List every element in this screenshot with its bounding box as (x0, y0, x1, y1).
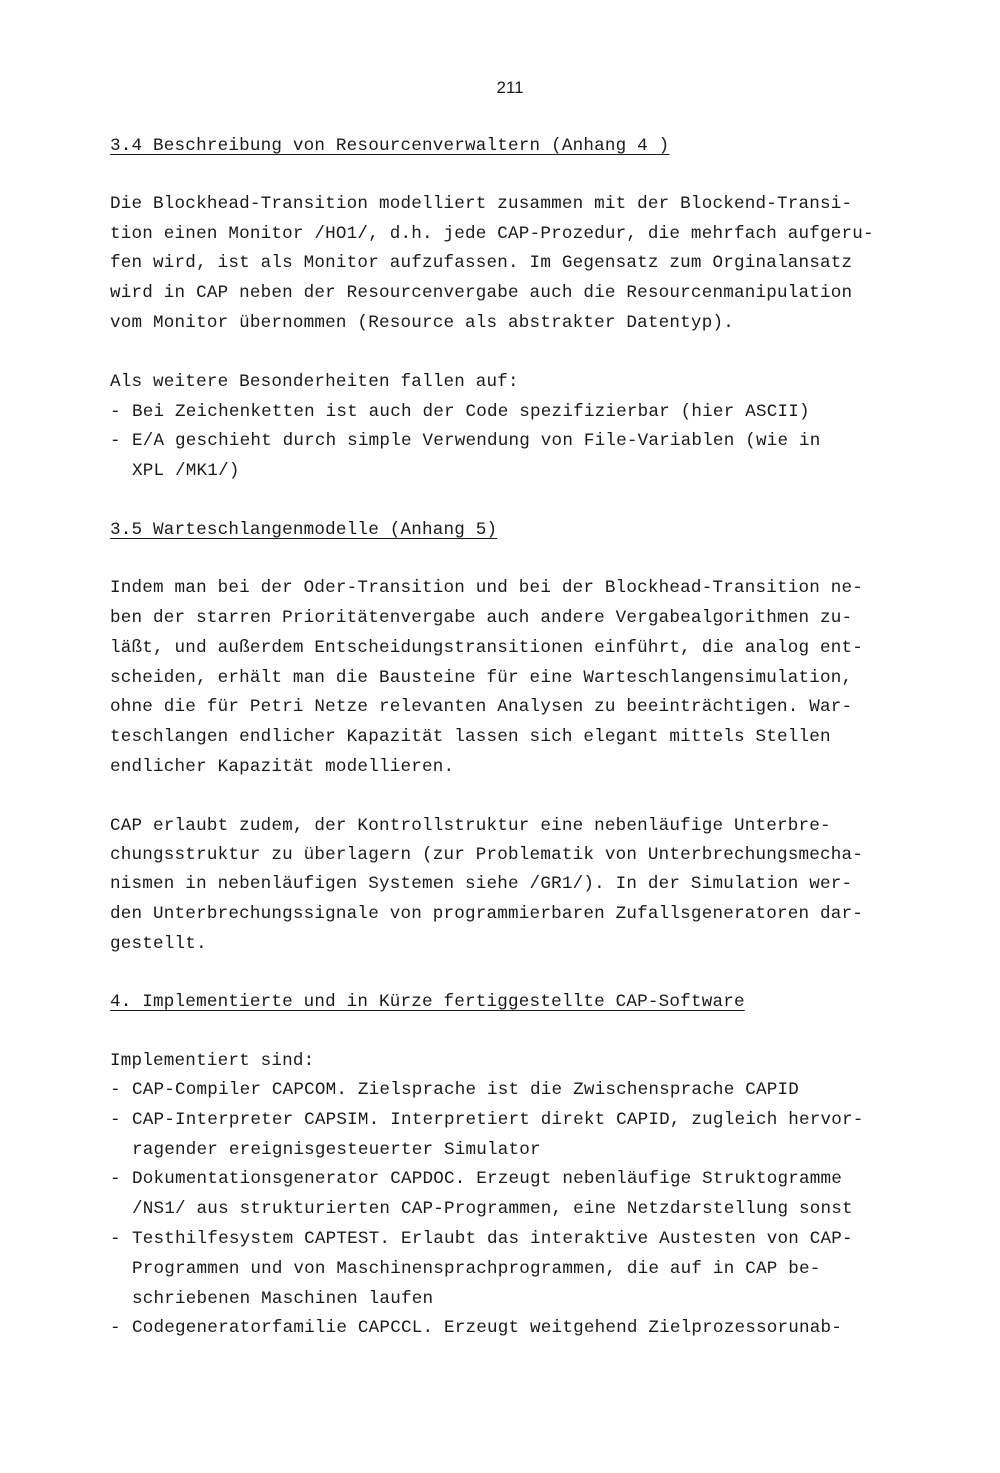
paragraph-line: nismen in nebenläufigen Systemen siehe /GR1/). In der Simulation wer- (110, 874, 853, 894)
list-bullet: - (110, 1318, 121, 1338)
paragraph-line: Die Blockhead-Transition modelliert zusammen mit der Blockend-Transi- (110, 194, 853, 214)
list-item-line: E/A geschieht durch simple Verwendung von File-Variablen (wie in (132, 431, 821, 451)
list-item-line: Dokumentationsgenerator CAPDOC. Erzeugt nebenläufige Struktogramme (132, 1169, 843, 1189)
paragraph-line: den Unterbrechungssignale von programmierbaren Zufallsgeneratoren dar- (110, 904, 864, 924)
list-bullet: - (110, 1229, 121, 1249)
list-item-line: XPL /MK1/) (132, 461, 240, 481)
page-number: 211 (496, 78, 524, 97)
list-item-line: CAP-Compiler CAPCOM. Zielsprache ist die Zwischensprache CAPID (132, 1080, 799, 1100)
list-bullet: - (110, 1080, 121, 1100)
list-bullet: - (110, 431, 121, 451)
paragraph-line: chungsstruktur zu überlagern (zur Problematik von Unterbrechungsmecha- (110, 845, 864, 865)
paragraph-line: fen wird, ist als Monitor aufzufassen. Im Gegensatz zum Orginalansatz (110, 253, 853, 273)
paragraph-line: CAP erlaubt zudem, der Kontrollstruktur eine nebenläufige Unterbre- (110, 816, 831, 836)
section-4-heading: 4. Implementierte und in Kürze fertiggestellte CAP-Software (110, 992, 745, 1012)
list-item-line: Testhilfesystem CAPTEST. Erlaubt das interaktive Austesten von CAP- (132, 1229, 853, 1249)
section-3-4-heading: 3.4 Beschreibung von Resourcenverwaltern (Anhang 4 ) (110, 136, 670, 156)
list-bullet: - (110, 1169, 121, 1189)
list-item-line: schriebenen Maschinen laufen (132, 1289, 434, 1309)
paragraph-line: ben der starren Prioritätenvergabe auch andere Vergabealgorithmen zu- (110, 608, 853, 628)
section-3-5-heading: 3.5 Warteschlangenmodelle (Anhang 5) (110, 520, 498, 540)
list-item-line: Bei Zeichenketten ist auch der Code spezifizierbar (hier ASCII) (132, 402, 810, 422)
paragraph-line: wird in CAP neben der Resourcenvergabe auch die Resourcenmanipulation (110, 283, 853, 303)
paragraph-line: endlicher Kapazität modellieren. (110, 757, 455, 777)
paragraph-line: teschlangen endlicher Kapazität lassen sich elegant mittels Stellen (110, 727, 831, 747)
list-item-line: ragender ereignisgesteuerter Simulator (132, 1140, 541, 1160)
paragraph-line: Indem man bei der Oder-Transition und bei der Blockhead-Transition ne- (110, 578, 864, 598)
paragraph-line: vom Monitor übernommen (Resource als abstrakter Datentyp). (110, 313, 734, 333)
paragraph-line: scheiden, erhält man die Bausteine für eine Warteschlangensimulation, (110, 668, 853, 688)
list-item-line: /NS1/ aus strukturierten CAP-Programmen, eine Netzdarstellung sonst (132, 1199, 853, 1219)
paragraph-line: ohne die für Petri Netze relevanten Analysen zu beeinträchtigen. War- (110, 697, 853, 717)
list-bullet: - (110, 1110, 121, 1130)
list-item-line: CAP-Interpreter CAPSIM. Interpretiert direkt CAPID, zugleich hervor- (132, 1110, 864, 1130)
paragraph-line: gestellt. (110, 934, 207, 954)
list-intro: Als weitere Besonderheiten fallen auf: (110, 372, 519, 392)
list-item-line: Codegeneratorfamilie CAPCCL. Erzeugt weitgehend Zielprozessorunab- (132, 1318, 843, 1338)
paragraph-line: läßt, und außerdem Entscheidungstransitionen einführt, die analog ent- (110, 638, 864, 658)
list-item-line: Programmen und von Maschinensprachprogrammen, die auf in CAP be- (132, 1259, 821, 1279)
paragraph-line: tion einen Monitor /HO1/, d.h. jede CAP-Prozedur, die mehrfach aufgeru- (110, 224, 874, 244)
list-intro: Implementiert sind: (110, 1051, 315, 1071)
list-bullet: - (110, 402, 121, 422)
